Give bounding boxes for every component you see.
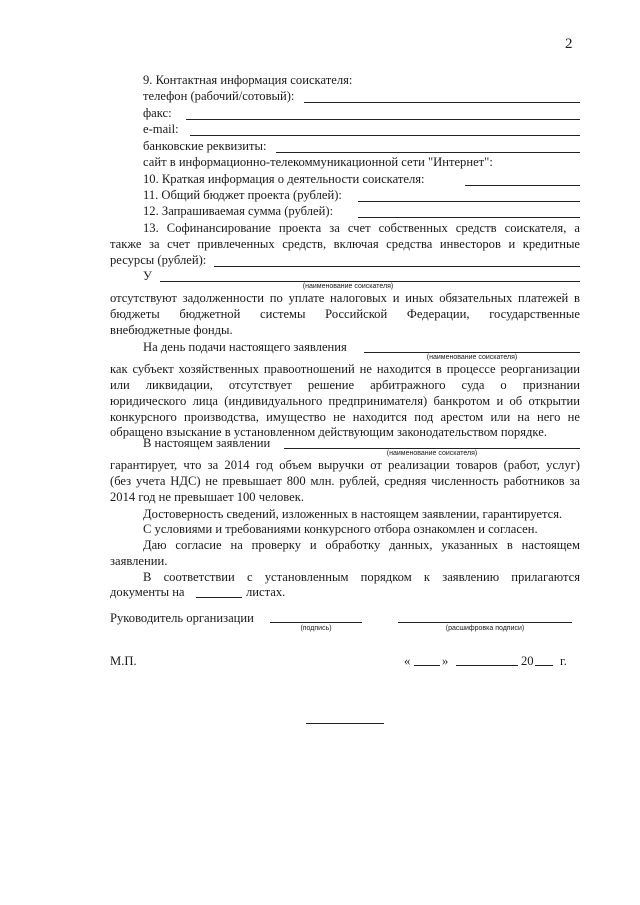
debt-word: системы [260, 307, 306, 321]
attach-docs-label: документы на [110, 585, 185, 599]
activity-label: 10. Краткая информация о деятельности соискателя: [143, 172, 425, 186]
date-day-field[interactable] [414, 665, 440, 666]
cofinancing-line-2: также за счет привлеченных средств, включая средства инвесторов и кредитные [110, 237, 580, 251]
debt-word: бюджетной [179, 307, 241, 321]
statement-line-1: гарантирует, что за 2014 год объем выручки от реализации товаров (работ, услуг) [110, 458, 580, 472]
head-label: Руководитель организации [110, 611, 254, 625]
debt-line-2 [110, 307, 580, 322]
contact-title: 9. Контактная информация соискателя: [143, 73, 353, 87]
requested-field[interactable] [358, 217, 580, 218]
debt-word: Федерации, [406, 307, 470, 321]
date-year-field[interactable] [535, 665, 553, 666]
cofinancing-line-3: ресурсы (рублей): [110, 253, 207, 267]
sheets-count-field[interactable] [196, 597, 242, 598]
signature-decoding-caption: (расшифровка подписи) [445, 625, 525, 632]
applicant-name-field-2[interactable] [364, 352, 580, 353]
signature-decoding-field[interactable] [398, 622, 572, 623]
signature-caption: (подпись) [300, 625, 332, 632]
signature-field[interactable] [270, 622, 362, 623]
debt-line-3: внебюджетные фонды. [110, 323, 233, 337]
debt-word: государственные [489, 307, 580, 321]
applicant-name-field-3[interactable] [284, 448, 580, 449]
statement-lead: В настоящем заявлении [143, 436, 271, 450]
filing-line-2: или ликвидации, отсутствует решение арбитражного суда о признании [110, 378, 580, 392]
applicant-name-caption-1: (наименование соискателя) [302, 283, 394, 290]
filing-line-3: юридического лица (индивидуального предпринимателя) банкротом и об открытии [110, 394, 580, 408]
date-open-quote: « [404, 654, 411, 668]
statement-line-3: 2014 год не превышает 100 человек. [110, 490, 304, 504]
email-field[interactable] [190, 135, 580, 136]
conditions-text: С условиями и требованиями конкурсного отбора ознакомлен и согласен. [143, 522, 538, 536]
requested-label: 12. Запрашиваемая сумма (рублей): [143, 204, 334, 218]
filing-line-1: как субъект хозяйственных правоотношений не находится в процессе реорганизации [110, 362, 580, 376]
date-month-field[interactable] [456, 665, 518, 666]
debt-word: бюджеты [110, 307, 160, 321]
applicant-name-field-1[interactable] [160, 281, 580, 282]
stamp-label: М.П. [110, 654, 137, 668]
phone-field[interactable] [304, 102, 580, 103]
budget-field[interactable] [358, 201, 580, 202]
fax-field[interactable] [186, 119, 580, 120]
date-close-quote: » [442, 654, 449, 668]
consent-line-2: заявлении. [110, 554, 168, 568]
end-separator [306, 723, 384, 724]
phone-label: телефон (рабочий/сотовый): [143, 89, 295, 103]
debt-line-1: отсутствуют задолженности по уплате налоговых и иных обязательных платежей в [110, 291, 580, 305]
filing-line-5: обращено взыскание в установленном действующим законодательством порядке. [110, 425, 547, 439]
cofinancing-field[interactable] [214, 266, 580, 267]
site-label: сайт в информационно-телекоммуникационной сети "Интернет": [143, 155, 493, 169]
budget-label: 11. Общий бюджет проекта (рублей): [143, 188, 342, 202]
attach-sheets-label: листах. [246, 585, 286, 599]
applicant-name-caption-2: (наименование соискателя) [426, 354, 518, 361]
year-prefix: 20 [521, 654, 534, 668]
filing-line-4: конкурсного производства, имущество не находится под арестом или на него не [110, 410, 580, 424]
filing-lead: На день подачи настоящего заявления [143, 340, 347, 354]
debt-word: Российской [325, 307, 388, 321]
year-suffix: г. [560, 654, 567, 668]
reliability-text: Достоверность сведений, изложенных в настоящем заявлении, гарантируется. [143, 507, 563, 521]
bank-label: банковские реквизиты: [143, 139, 267, 153]
consent-line-1: Даю согласие на проверку и обработку данных, указанных в настоящем [143, 538, 580, 552]
fax-label: факс: [143, 106, 172, 120]
bank-field[interactable] [276, 152, 580, 153]
u-letter: У [143, 269, 152, 283]
email-label: e-mail: [143, 122, 179, 136]
applicant-name-caption-3: (наименование соискателя) [386, 450, 478, 457]
page-number: 2 [565, 36, 573, 52]
attach-line-1: В соответствии с установленным порядком к заявлению прилагаются [143, 570, 580, 584]
activity-field[interactable] [465, 185, 580, 186]
cofinancing-line-1: 13. Софинансирование проекта за счет собственных средств соискателя, а [143, 221, 580, 235]
statement-line-2: (без учета НДС) не превышает 800 млн. рублей, средняя численность работников за [110, 474, 580, 488]
